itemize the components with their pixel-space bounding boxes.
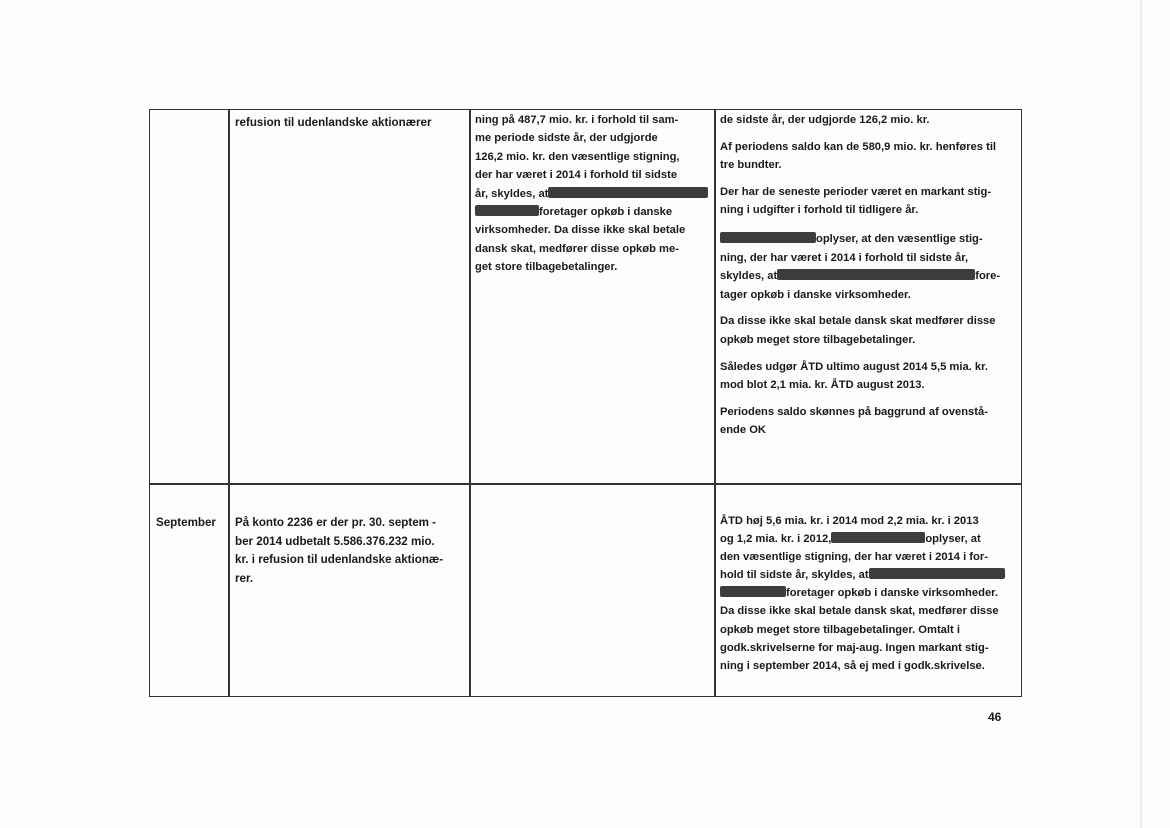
row2-description: På konto 2236 er der pr. 30. septem - ber 2014 udbetalt 5.586.376.232 mio. kr. i refusion til udenlandske aktionæ- rer. xyxy=(235,516,444,585)
redaction-mark xyxy=(475,205,539,216)
redaction-mark xyxy=(720,586,786,597)
column-divider xyxy=(228,110,230,484)
redaction-mark xyxy=(548,187,708,198)
redaction-mark xyxy=(831,532,925,543)
page-number: 46 xyxy=(988,710,1002,724)
column-divider xyxy=(469,484,471,696)
redaction-mark xyxy=(869,568,1005,579)
month-label: September xyxy=(156,516,216,529)
row1-comment: ning på 487,7 mio. kr. i forhold til sam- me periode sidste år, der udgjorde 126,2 mio. kr. den væsentlige stigning, der har været i 2014 i forhold til sidste år, skyldes, at foretager opkøb i danske virksomheder. Da disse ikke skal betale dansk skat, medfører disse opkøb me- get store tilbagebetalinger. xyxy=(475,111,711,277)
row2-assessment: ÅTD høj 5,6 mia. kr. i 2014 mod 2,2 mia. kr. i 2013 og 1,2 mia. kr. i 2012, oplyser, at den væsentlige stigning, der har været i 2014 i for- hold til sidste år, skyldes, at foretager opkøb i danske virksomheder. Da disse ikke skal betale dansk skat, medfører disse opkøb meget store tilbagebetalinger. Omtalt i godk.skrivelserne for maj-aug. Ingen markant stig- ning i september 2014, så ej med i godk.skrivelse. xyxy=(720,512,1018,675)
redaction-mark xyxy=(777,269,975,280)
column-divider xyxy=(714,110,716,484)
redaction-mark xyxy=(720,232,816,243)
table-row xyxy=(149,483,1022,697)
row1-assessment: de sidste år, der udgjorde 126,2 mio. kr. Af periodens saldo kan de 580,9 mio. kr. henføres til tre bundter. Der har de seneste perioder været en markant stig- ning i udgifter i forhold til tidligere år. oplyser, at den væsentlige stig- ning, der har været i 2014 i forhold til sidste år, skyldes, at fore- tager opkøb i danske virksomheder. Da disse ikke skal betale dansk skat medfører disse opkøb meget store tilbagebetalinger. Således udgør ÅTD ultimo august 2014 5,5 mia. kr. mod blot 2,1 mia. kr. ÅTD august 2013. Periodens saldo skønnes på baggrund af ovenstå- ende OK xyxy=(720,114,1001,437)
page-edge xyxy=(1140,0,1142,828)
column-divider xyxy=(714,484,716,696)
column-divider xyxy=(228,484,230,696)
row1-description: refusion til udenlandske aktionærer xyxy=(235,116,432,129)
column-divider xyxy=(469,110,471,484)
table-row xyxy=(149,109,1022,485)
